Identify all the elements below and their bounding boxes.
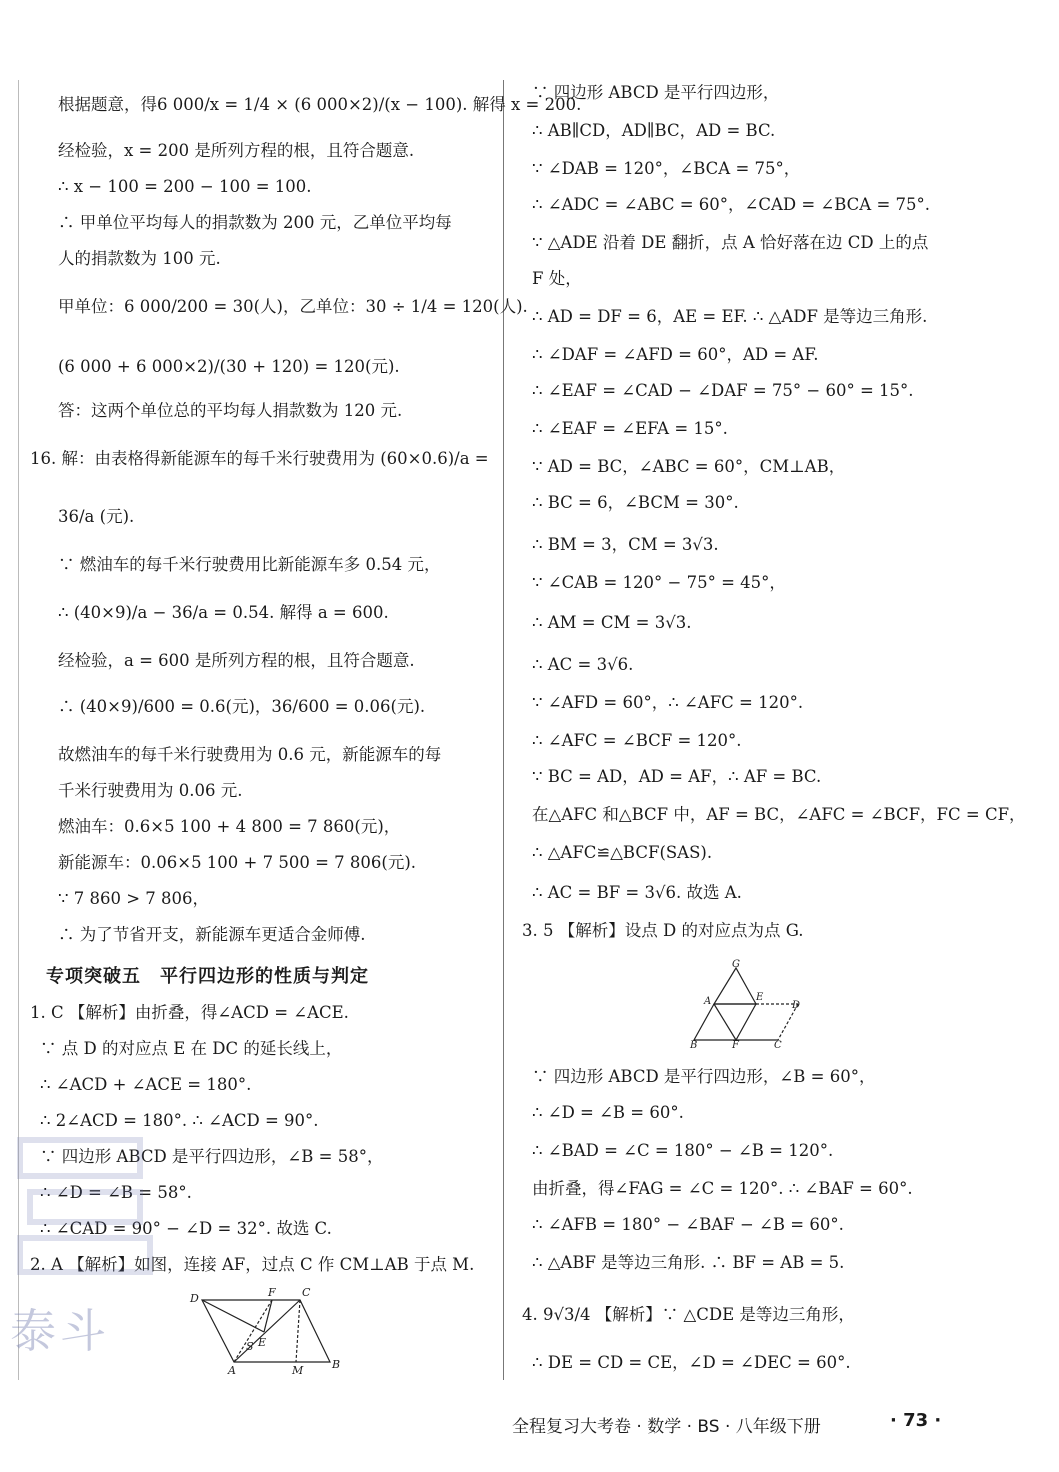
left-text-line: ∴ 甲单位平均每人的捐款数为 200 元，乙单位平均每 — [58, 213, 452, 232]
figure1-label: A — [228, 1364, 236, 1376]
right-text-line: ∴ AM = CM = 3√3. — [532, 613, 692, 632]
left-text-line: 燃油车：0.6×5 100 + 4 800 = 7 860(元)， — [58, 817, 401, 836]
right-text-line: ∴ BM = 3，CM = 3√3. — [532, 535, 719, 554]
figure1-label: C — [302, 1288, 311, 1299]
right-text-line: ∴ ∠D = ∠B = 60°. — [532, 1103, 684, 1122]
left-text-line: ∵ 点 D 的对应点 E 在 DC 的延长线上， — [40, 1039, 343, 1058]
right-text-line: ∴ ∠AFC = ∠BCF = 120°. — [532, 731, 742, 750]
left-text-line: 人的捐款数为 100 元. — [58, 249, 221, 268]
figure2-label: B — [690, 1040, 698, 1050]
left-text-line: ∴ (40×9)/600 = 0.6(元)，36/600 = 0.06(元). — [58, 697, 426, 716]
left-text-line: 根据题意，得6 000/x = 1/4 × (6 000×2)/(x − 100). 解得 x = 200. — [58, 95, 582, 114]
left-text-line: ∴ (40×9)/a − 36/a = 0.54. 解得 a = 600. — [58, 603, 389, 622]
right-text-line: ∴ ∠ADC = ∠ABC = 60°，∠CAD = ∠BCA = 75°. — [532, 195, 931, 214]
left-text-line: ∴ ∠D = ∠B = 58°. — [40, 1183, 192, 1202]
right-text-line: 3. 5 【解析】设点 D 的对应点为点 G. — [522, 921, 804, 940]
figure2-label: C — [774, 1040, 782, 1050]
right-text-line: ∴ AD = DF = 6，AE = EF. ∴ △ADF 是等边三角形. — [532, 307, 928, 326]
figure1-label: E — [258, 1336, 267, 1349]
right-text-line: ∴ BC = 6，∠BCM = 30°. — [532, 493, 739, 512]
figure1-label: M — [292, 1364, 304, 1376]
figure2-label: G — [732, 959, 740, 970]
left-text-line: 1. C 【解析】由折叠，得∠ACD = ∠ACE. — [30, 1003, 349, 1022]
left-text-line: 经检验，x = 200 是所列方程的根，且符合题意. — [58, 141, 415, 160]
right-text-line: ∵ ∠AFD = 60°，∴ ∠AFC = 120°. — [532, 693, 804, 712]
left-text-line: 故燃油车的每千米行驶费用为 0.6 元，新能源车的每 — [58, 745, 442, 764]
right-text-line: 4. 9√3/4 【解析】∵ △CDE 是等边三角形， — [522, 1305, 855, 1324]
left-text-line: (6 000 + 6 000×2)/(30 + 120) = 120(元). — [58, 357, 400, 376]
left-text-line: 2. A 【解析】如图，连接 AF，过点 C 作 CM⊥AB 于点 M. — [30, 1255, 475, 1274]
right-text-line: ∴ ∠EAF = ∠EFA = 15°. — [532, 419, 728, 438]
right-text-line: ∴ DE = CD = CE，∠D = ∠DEC = 60°. — [532, 1353, 851, 1372]
right-text-line: ∵ △ADE 沿着 DE 翻折，点 A 恰好落在边 CD 上的点 — [532, 233, 929, 252]
left-text-line: ∵ 四边形 ABCD 是平行四边形，∠B = 58°， — [40, 1147, 384, 1166]
right-text-line: ∵ AD = BC，∠ABC = 60°，CM⊥AB， — [532, 457, 846, 476]
left-text-line: ∴ x − 100 = 200 − 100 = 100. — [58, 177, 312, 196]
figure2-label: D — [792, 1000, 801, 1011]
left-text-line: ∴ 为了节省开支，新能源车更适合金师傅. — [58, 925, 366, 944]
right-text-line: ∴ AC = BF = 3√6. 故选 A. — [532, 883, 742, 902]
figure1-label: F — [268, 1288, 276, 1299]
left-text-line: ∴ ∠CAD = 90° − ∠D = 32°. 故选 C. — [40, 1219, 332, 1238]
right-text-line: ∴ ∠AFB = 180° − ∠BAF − ∠B = 60°. — [532, 1215, 844, 1234]
figure1-label: D — [190, 1292, 199, 1305]
right-text-line: ∴ △AFC≌△BCF(SAS). — [532, 843, 713, 862]
left-text-line: 甲单位：6 000/200 = 30(人)，乙单位：30 ÷ 1/4 = 120(人). — [58, 297, 528, 316]
left-text-line: ∵ 7 860 > 7 806， — [58, 889, 210, 908]
left-text-line: 答：这两个单位总的平均每人捐款数为 120 元. — [58, 401, 403, 420]
right-text-line: ∴ △ABF 是等边三角形. ∴ BF = AB = 5. — [532, 1253, 845, 1272]
watermark-text: 泰斗 — [10, 1304, 110, 1358]
figure2-label: E — [756, 992, 764, 1003]
left-text-line: 千米行驶费用为 0.06 元. — [58, 781, 243, 800]
figure2-label: F — [732, 1040, 739, 1050]
right-text-line: 由折叠，得∠FAG = ∠C = 120°. ∴ ∠BAF = 60°. — [532, 1179, 913, 1198]
left-text-line: 新能源车：0.06×5 100 + 7 500 = 7 806(元). — [58, 853, 417, 872]
right-text-line: ∵ 四边形 ABCD 是平行四边形，∠B = 60°， — [532, 1067, 876, 1086]
left-text-line: 36/a (元). — [58, 507, 135, 526]
left-text-line: 16. 解：由表格得新能源车的每千米行驶费用为 (60×0.6)/a = — [30, 449, 489, 468]
right-text-line: ∴ AB∥CD，AD∥BC，AD = BC. — [532, 121, 776, 140]
footer-book-title: 全程复习大考卷 · 数学 · BS · 八年级下册 — [512, 1417, 821, 1437]
left-text-line: ∴ ∠ACD + ∠ACE = 180°. — [40, 1075, 252, 1094]
figure1-label: S — [246, 1340, 254, 1353]
right-text-line: ∵ 四边形 ABCD 是平行四边形， — [532, 83, 780, 102]
figure2-label: A — [704, 996, 712, 1007]
figure-parallelogram-abcd — [188, 1288, 348, 1376]
page-number: · 73 · — [890, 1410, 942, 1431]
column-divider — [503, 80, 504, 1380]
left-text-line: ∵ 燃油车的每千米行驶费用比新能源车多 0.54 元， — [58, 555, 441, 574]
figure-fold-parallelogram — [688, 958, 808, 1050]
left-text-line: 经检验，a = 600 是所列方程的根，且符合题意. — [58, 651, 415, 670]
figure1-label: B — [332, 1358, 341, 1371]
left-text-line: ∴ 2∠ACD = 180°. ∴ ∠ACD = 90°. — [40, 1111, 319, 1130]
right-text-line: ∵ BC = AD，AD = AF，∴ AF = BC. — [532, 767, 822, 786]
right-text-line: ∵ ∠DAB = 120°，∠BCA = 75°， — [532, 159, 801, 178]
right-text-line: ∴ ∠DAF = ∠AFD = 60°，AD = AF. — [532, 345, 819, 364]
right-text-line: ∴ ∠EAF = ∠CAD − ∠DAF = 75° − 60° = 15°. — [532, 381, 914, 400]
right-text-line: ∴ ∠BAD = ∠C = 180° − ∠B = 120°. — [532, 1141, 834, 1160]
section-title: 专项突破五 平行四边形的性质与判定 — [46, 966, 369, 987]
right-text-line: ∵ ∠CAB = 120° − 75° = 45°， — [532, 573, 786, 592]
right-text-line: 在△AFC 和△BCF 中，AF = BC，∠AFC = ∠BCF，FC = CF， — [532, 805, 1026, 824]
right-text-line: ∴ AC = 3√6. — [532, 655, 634, 674]
right-text-line: F 处， — [532, 269, 582, 288]
